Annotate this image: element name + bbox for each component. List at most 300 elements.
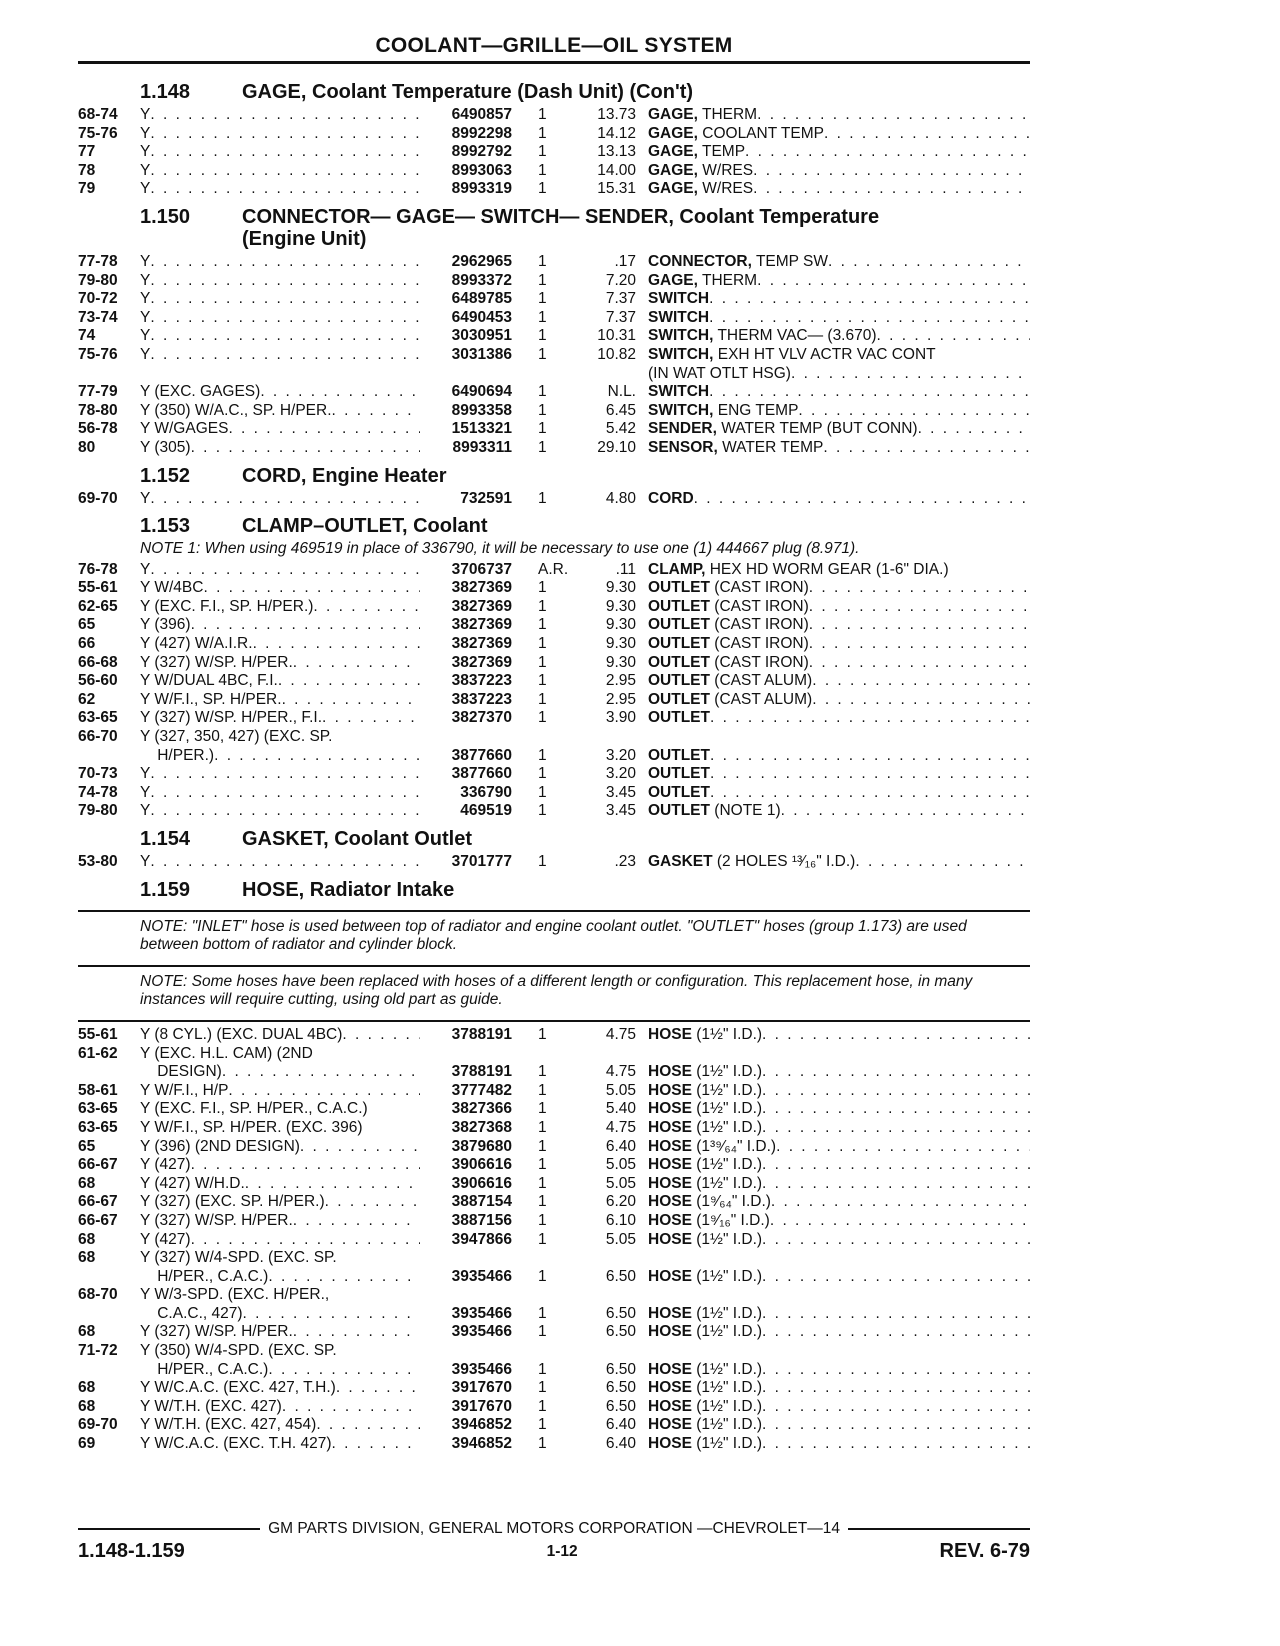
row-part-name-detail: (2 HOLES ¹³⁄₁₆" I.D.) (712, 853, 856, 870)
row-years: 70-73 (78, 765, 118, 783)
row-years: 66 (78, 635, 96, 653)
leader-dots (191, 1156, 420, 1175)
row-part-name (648, 598, 1030, 617)
row-part-name-detail: THERM (697, 106, 758, 123)
row-part-number: 3946852 (451, 1416, 512, 1434)
row-price: 6.50 (605, 1379, 636, 1397)
row-price: 2.95 (605, 690, 636, 708)
row-part-name-bold: HOSE (648, 1137, 692, 1155)
leader-dots (823, 439, 1030, 458)
row-part-name (648, 579, 1030, 598)
row-part-name-bold: HOSE (648, 1174, 692, 1192)
row-price: 13.13 (597, 143, 636, 161)
row-price: 7.37 (605, 308, 636, 326)
row-quantity: 1 (538, 308, 547, 326)
row-quantity: 1 (538, 1304, 547, 1322)
section-heading (78, 878, 1030, 902)
row-description (140, 346, 420, 365)
row-quantity: 1 (538, 1118, 547, 1136)
row-part-number: 6489785 (451, 290, 512, 308)
row-quantity: 1 (538, 1063, 547, 1081)
row-description (140, 106, 420, 125)
row-part-name-bold: OUTLET (648, 635, 710, 653)
row-part-name-detail: HEX HD WORM GEAR (1-6" DIA.) (705, 560, 949, 578)
row-part-number: 8992792 (451, 143, 512, 161)
row-quantity: 1 (538, 616, 547, 634)
row-description-text: Y (140, 124, 151, 142)
leader-dots (710, 747, 1030, 766)
row-description-text: Y (350) W/A.C., SP. H/PER. (140, 401, 332, 419)
row-price: 5.05 (605, 1156, 636, 1174)
row-part-name (648, 106, 1030, 125)
row-description-text: Y (396) (140, 616, 191, 634)
row-part-number: 3935466 (451, 1360, 512, 1378)
row-quantity: 1 (538, 1100, 547, 1118)
leader-dots (710, 784, 1030, 803)
table-row (78, 290, 1030, 309)
row-years: 79-80 (78, 802, 118, 820)
leader-dots (776, 1138, 1030, 1157)
row-quantity: 1 (538, 746, 547, 764)
leader-dots (260, 383, 420, 402)
row-price: 9.30 (605, 635, 636, 653)
table-row (78, 747, 1030, 766)
row-part-name-bold: HOSE (648, 1360, 692, 1378)
row-part-name (648, 1138, 1030, 1157)
table-row (78, 1212, 1030, 1231)
table-row (78, 579, 1030, 598)
row-part-number: 3827369 (451, 635, 512, 653)
row-part-name-detail: (1⁹⁄₆₄" I.D.) (691, 1193, 771, 1211)
row-part-name (648, 616, 1030, 635)
row-part-name-bold: SWITCH (648, 383, 710, 401)
leader-dots (150, 784, 420, 803)
section-1-154 (78, 827, 1030, 872)
table-row (78, 1361, 1030, 1380)
row-part-number: 3935466 (451, 1323, 512, 1341)
leader-dots (282, 1398, 420, 1417)
row-description-text: Y (140, 327, 151, 345)
row-description-text: Y (140, 161, 151, 179)
leader-dots (809, 579, 1030, 598)
row-description-text: Y (140, 853, 151, 870)
footer-rule-left (78, 1528, 260, 1530)
table-row (78, 1435, 1030, 1454)
row-description (140, 784, 420, 803)
leader-dots (228, 1082, 420, 1101)
row-part-name-detail: COOLANT TEMP (697, 124, 824, 142)
row-years: 58-61 (78, 1081, 118, 1099)
row-part-name (648, 1361, 1030, 1380)
row-years: 79 (78, 180, 96, 198)
table-row (78, 1156, 1030, 1175)
row-description (140, 1175, 420, 1194)
table-row (78, 1026, 1030, 1045)
leader-dots (253, 635, 420, 654)
row-description (140, 143, 420, 162)
row-part-name-detail: (1⁹⁄₁₆" I.D.) (691, 1211, 770, 1229)
row-part-name (648, 439, 1030, 458)
row-part-name-bold: CLAMP, (648, 560, 706, 578)
row-quantity: 1 (538, 252, 547, 270)
leader-dots (300, 1138, 420, 1157)
row-description (140, 1286, 420, 1305)
leader-dots (228, 420, 420, 439)
row-years: 69 (78, 1435, 96, 1453)
row-description-text: Y W/T.H. (EXC. 427) (140, 1397, 282, 1415)
row-part-number: 3777482 (451, 1081, 512, 1099)
leader-dots (762, 1026, 1030, 1045)
row-description (140, 1416, 420, 1435)
leader-dots (877, 327, 1030, 346)
leader-dots (762, 1361, 1030, 1380)
row-years: 76-78 (78, 560, 118, 578)
row-part-name-bold: OUTLET (648, 653, 710, 671)
row-quantity: 1 (538, 1211, 547, 1229)
row-part-name (648, 290, 1030, 309)
row-quantity: 1 (538, 783, 547, 801)
row-description-text: Y (396) (2ND DESIGN) (140, 1137, 300, 1155)
leader-dots (809, 635, 1030, 654)
row-part-name-bold: OUTLET (648, 597, 710, 615)
row-description (140, 709, 420, 728)
row-part-name-bold: SENDER, (648, 420, 717, 438)
row-description (140, 1361, 420, 1380)
row-quantity: 1 (538, 1435, 547, 1453)
row-description-text: Y (140, 765, 151, 783)
row-price: 2.95 (605, 672, 636, 690)
row-part-number: 3827369 (451, 653, 512, 671)
row-part-name (648, 490, 1030, 509)
row-description (140, 1231, 420, 1250)
row-quantity: 1 (538, 709, 547, 727)
table-row (78, 180, 1030, 199)
row-part-number: 3935466 (451, 1304, 512, 1322)
row-quantity: 1 (538, 1360, 547, 1378)
row-part-number: 3827369 (451, 597, 512, 615)
section-1-159 (78, 878, 1030, 1454)
row-part-number: 469519 (460, 802, 512, 820)
table-row (78, 1082, 1030, 1101)
section-heading (78, 80, 1030, 104)
row-part-name (648, 561, 1030, 580)
row-part-name (648, 162, 1030, 181)
section-heading (78, 464, 1030, 488)
page-footer (78, 1520, 1030, 1563)
row-description (140, 327, 420, 346)
row-price: 6.50 (605, 1323, 636, 1341)
row-quantity: A.R. (538, 560, 569, 578)
row-part-name (648, 1435, 1030, 1454)
row-part-name (648, 125, 1030, 144)
row-description (140, 180, 420, 199)
row-price: 3.20 (605, 765, 636, 783)
row-years: 53-80 (78, 853, 118, 870)
row-part-number: 3827369 (451, 616, 512, 634)
leader-dots (150, 143, 420, 162)
row-description (140, 1305, 420, 1324)
section-title: HOSE, Radiator Intake (242, 878, 455, 901)
row-price: N.L. (607, 383, 636, 401)
row-price: 4.75 (605, 1063, 636, 1081)
row-description-text: Y W/F.I., SP. H/PER. (140, 690, 282, 708)
row-part-name (648, 420, 1030, 439)
leader-dots (282, 691, 420, 710)
row-description (140, 691, 420, 710)
row-description (140, 1212, 420, 1231)
row-description-text: Y (327, 350, 427) (EXC. SP. (140, 728, 333, 746)
leader-dots (762, 1119, 1030, 1138)
row-part-name-detail: THERM VAC— (3.670) (713, 327, 877, 345)
section-number: 1.154 (140, 828, 191, 850)
row-description-text: Y (EXC. F.I., SP. H/PER., C.A.C.) (140, 1100, 368, 1118)
section-title-line2: (Engine Unit) (242, 227, 367, 250)
leader-dots (745, 143, 1030, 162)
table-row (78, 1379, 1030, 1398)
row-quantity: 1 (538, 672, 547, 690)
leader-dots (332, 402, 420, 421)
row-quantity: 1 (538, 802, 547, 820)
row-quantity: 1 (538, 124, 547, 142)
row-part-number: 8993063 (451, 161, 512, 179)
row-description (140, 654, 420, 673)
row-description-text: DESIGN) (140, 1063, 222, 1081)
section-1-152 (78, 464, 1030, 509)
leader-dots (332, 1435, 420, 1454)
row-part-number: 8993319 (451, 180, 512, 198)
row-years: 77 (78, 143, 96, 161)
row-part-name-detail: (1½" I.D.) (691, 1156, 763, 1174)
row-part-number: 3906616 (451, 1174, 512, 1192)
leader-dots (710, 709, 1030, 728)
row-description-text: Y (327) W/SP. H/PER. (140, 1323, 293, 1341)
table-row (78, 853, 1030, 872)
row-part-name-detail: TEMP SW (751, 252, 828, 270)
table-row (78, 1249, 1030, 1268)
row-part-number: 3837223 (451, 672, 512, 690)
leader-dots (322, 709, 420, 728)
table-row (78, 802, 1030, 821)
leader-dots (762, 1435, 1030, 1454)
row-part-number: 8993311 (452, 438, 512, 456)
leader-dots (812, 672, 1030, 691)
row-part-number: 8992298 (451, 124, 512, 142)
leader-dots (762, 1156, 1030, 1175)
row-part-number: 3837223 (451, 690, 512, 708)
row-price: .11 (615, 560, 636, 578)
row-part-name (648, 654, 1030, 673)
row-quantity: 1 (538, 383, 547, 401)
table-row (78, 106, 1030, 125)
row-description-text: Y (327) W/SP. H/PER. (140, 1211, 293, 1229)
row-description-text: Y (140, 308, 151, 326)
row-part-name-bold: HOSE (648, 1063, 692, 1081)
row-part-name-detail: (1½" I.D.) (691, 1397, 763, 1415)
row-description (140, 672, 420, 691)
leader-dots (781, 802, 1030, 821)
row-description-text: Y W/F.I., SP. H/PER. (EXC. 396) (140, 1118, 363, 1136)
row-quantity: 1 (538, 1416, 547, 1434)
leader-dots (710, 765, 1030, 784)
row-price: 9.30 (605, 616, 636, 634)
leader-dots (150, 561, 420, 580)
row-price: 9.30 (605, 579, 636, 597)
row-quantity: 1 (538, 327, 547, 345)
section-title: CONNECTOR— GAGE— SWITCH— SENDER, Coolant Temperature (242, 205, 880, 228)
section-heading (78, 514, 1030, 538)
row-description-text: Y (140, 290, 151, 308)
table-row (78, 654, 1030, 673)
row-description (140, 1342, 420, 1361)
row-price: 10.31 (597, 327, 636, 345)
leader-dots (245, 1175, 420, 1194)
leader-dots (762, 1416, 1030, 1435)
leader-dots (709, 309, 1030, 328)
row-part-number: 3947866 (451, 1230, 512, 1248)
row-part-name-detail: (1½" I.D.) (691, 1360, 763, 1378)
row-part-name-bold: GASKET (648, 853, 713, 870)
row-part-number: 3887154 (451, 1193, 512, 1211)
row-part-name-bold: SWITCH, (648, 327, 714, 345)
row-part-number: 6490694 (451, 383, 512, 401)
row-price: 14.00 (597, 161, 636, 179)
row-part-number: 8993358 (451, 401, 512, 419)
row-part-name-bold: HOSE (648, 1435, 692, 1453)
row-part-name-detail: (CAST ALUM) (710, 690, 813, 708)
section-note: NOTE: Some hoses have been replaced with hoses of a different length or configuration. This replacement hose, in many instances will require cutting, using old part as guide. (140, 972, 973, 1009)
leader-dots (762, 1323, 1030, 1342)
footer-page-number: 1-12 (546, 1543, 578, 1560)
row-years: 68 (78, 1174, 96, 1192)
leader-dots (757, 272, 1030, 291)
section-number-spacer (78, 227, 240, 251)
leader-dots (293, 1212, 420, 1231)
row-part-number: 732591 (460, 489, 512, 507)
row-description (140, 1156, 420, 1175)
leader-dots (203, 579, 420, 598)
row-description (140, 1119, 420, 1138)
table-row (78, 365, 1030, 384)
leader-dots (191, 1231, 420, 1250)
row-years: 68-70 (78, 1286, 118, 1304)
row-price: 10.82 (597, 345, 636, 363)
row-description (140, 1082, 420, 1101)
row-years: 68 (78, 1249, 96, 1267)
row-part-name-bold: OUTLET (648, 690, 710, 708)
row-description (140, 1063, 420, 1082)
row-description-text: Y W/T.H. (EXC. 427, 454) (140, 1416, 317, 1434)
section-title: CLAMP–OUTLET, Coolant (242, 515, 488, 538)
leader-dots (762, 1379, 1030, 1398)
leader-dots (809, 616, 1030, 635)
row-part-name (648, 1323, 1030, 1342)
footer-group-range: 1.148-1.159 (78, 1540, 185, 1562)
row-years: 62 (78, 690, 96, 708)
table-row (78, 143, 1030, 162)
row-quantity: 1 (538, 1174, 547, 1192)
row-description (140, 272, 420, 291)
row-description (140, 728, 420, 747)
row-description-text: Y (427) W/A.I.R. (140, 635, 253, 653)
row-part-name (648, 1398, 1030, 1417)
leader-dots (342, 1026, 420, 1045)
row-description-text: Y (EXC. F.I., SP. H/PER.) (140, 597, 314, 615)
row-part-name (648, 1379, 1030, 1398)
note-block (78, 910, 1030, 955)
row-quantity: 1 (538, 653, 547, 671)
row-description (140, 162, 420, 181)
row-part-number: 3917670 (451, 1379, 512, 1397)
row-part-name (648, 1175, 1030, 1194)
row-price: 6.45 (605, 401, 636, 419)
row-part-name-detail: (CAST IRON) (710, 597, 809, 615)
leader-dots (709, 383, 1030, 402)
row-part-number: 3917670 (451, 1397, 512, 1415)
leader-dots (855, 853, 1030, 872)
leader-dots (268, 1361, 420, 1380)
row-description-text: Y (350) W/4-SPD. (EXC. SP. (140, 1342, 337, 1360)
row-description (140, 402, 420, 421)
row-part-name-bold: HOSE (648, 1081, 692, 1099)
row-description-text: C.A.C., 427) (140, 1304, 243, 1322)
row-part-name-bold: HOSE (648, 1379, 692, 1397)
row-part-name-bold: HOSE (648, 1230, 692, 1248)
row-quantity: 1 (538, 1230, 547, 1248)
row-years: 78 (78, 161, 96, 179)
row-quantity: 1 (538, 1267, 547, 1285)
row-part-name (648, 365, 1030, 384)
row-price: 3.20 (605, 746, 636, 764)
row-part-number: 3827366 (451, 1100, 512, 1118)
row-part-name-detail: (1½" I.D.) (691, 1100, 763, 1118)
row-years: 75-76 (78, 124, 118, 142)
table-row (78, 672, 1030, 691)
row-description-text: Y (427) (140, 1230, 191, 1248)
row-part-name-bold: HOSE (648, 1156, 692, 1174)
row-description-text: Y (427) W/H.D. (140, 1174, 245, 1192)
row-quantity: 1 (538, 1081, 547, 1099)
row-part-name-detail: (IN WAT OTLT HSG) (648, 364, 791, 382)
row-part-name-detail: (1½" I.D.) (691, 1267, 763, 1285)
row-part-name-bold: OUTLET (648, 746, 710, 764)
row-years: 66-67 (78, 1211, 118, 1229)
row-years: 61-62 (78, 1044, 118, 1062)
row-part-name (648, 143, 1030, 162)
row-part-name-detail: ENG TEMP (713, 401, 799, 419)
header-rule (78, 61, 1030, 64)
table-row (78, 728, 1030, 747)
row-quantity: 1 (538, 635, 547, 653)
row-price: 5.05 (605, 1230, 636, 1248)
row-quantity: 1 (538, 1156, 547, 1174)
row-description (140, 253, 420, 272)
footer-rule-right (848, 1528, 1030, 1530)
row-part-number: 3887156 (451, 1211, 512, 1229)
row-part-name-detail: WATER TEMP (BUT CONN) (716, 420, 918, 438)
row-quantity: 1 (538, 1397, 547, 1415)
section-1-153 (78, 514, 1030, 821)
row-part-name (648, 346, 1030, 365)
footer-revision: REV. 6-79 (939, 1540, 1030, 1562)
row-part-number: 3030951 (451, 327, 512, 345)
row-quantity: 1 (538, 143, 547, 161)
row-part-name-detail: TEMP (697, 143, 746, 161)
row-description-text: Y W/GAGES (140, 420, 229, 438)
row-description-text: Y W/C.A.C. (EXC. 427, T.H.) (140, 1379, 336, 1397)
row-description-text: Y (140, 783, 151, 801)
row-years: 74-78 (78, 783, 118, 801)
row-price: 6.50 (605, 1360, 636, 1378)
